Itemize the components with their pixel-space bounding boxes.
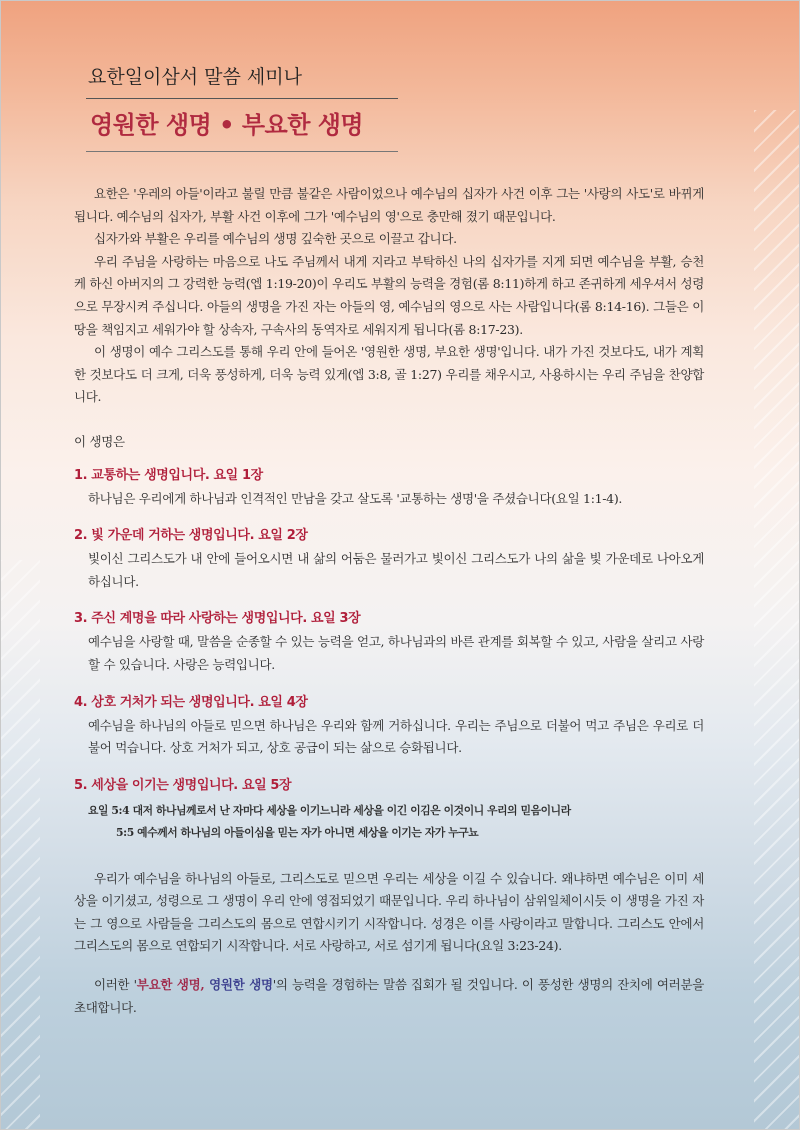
item-body: 예수님을 하나님의 아들로 믿으면 하나님은 우리와 함께 거하십니다. 우리는 주님으로 더불어 먹고 주님은 우리로 더불어 먹습니다. 상호 거처가 되고, 상호 공급이 되는 삶으로 승화됩니다.: [88, 717, 704, 756]
decorative-stripes-right: [754, 110, 800, 1130]
scripture-verse: 요일 5:4 대저 하나님께로서 난 자마다 세상을 이기느니라 세상을 이긴 이김은 이것이니 우리의 믿음이니라: [88, 803, 571, 817]
final-prefix: 이러한 ': [94, 977, 137, 993]
scripture-quote: [88, 800, 704, 844]
list-item: [74, 524, 704, 593]
item-body: 예수님을 사랑할 때, 말씀을 순종할 수 있는 능력을 얻고, 하나님과의 바른 관계를 회복할 수 있고, 사람을 살리고 사랑할 수 있습니다. 사랑은 능력입니다.: [88, 634, 704, 672]
item-title: 5. 세상을 이기는 생명입니다. 요일 5장: [74, 777, 292, 793]
final-paragraph: [74, 974, 704, 1019]
item-title: 3. 주신 계명을 따라 사랑하는 생명입니다. 요일 3장: [74, 611, 361, 627]
main-content: [74, 183, 704, 1019]
header-rule-bottom: [86, 151, 398, 152]
scripture-verse: 5:5 예수께서 하나님의 아들이심을 믿는 자가 아니면 세상을 이기는 자가 누구뇨: [116, 825, 479, 839]
intro-paragraph: 십자가와 부활은 우리를 예수님의 생명 깊숙한 곳으로 이끌고 갑니다.: [94, 231, 457, 247]
closing-paragraph: 우리가 예수님을 하나님의 아들로, 그리스도로 믿으면 우리는 세상을 이길 수 있습니다. 왜냐하면 예수님은 이미 세상을 이기셨고, 성령으로 그 생명이 우리 안에 영접되었기 때문입니다. 우리 하나님이 삼위일체이시듯 이 생명을 가진 자는 그 영으로 사람들을 그리스도의 몸으로 연합시키기 시작합니다. 성경은 이를 사랑이라고 말합니다. 그리스도 안에서 그리스도의 몸으로 연합되기 시작합니다. 서로 사랑하고, 서로 섬기게 됩니다(요일 3:23-24).: [74, 870, 704, 954]
list-intro: 이 생명은: [74, 433, 125, 449]
intro-paragraph: 우리 주님을 사랑하는 마음으로 나도 주님께서 내게 지라고 부탁하신 나의 십자가를 지게 되면 예수님을 부활, 승천케 하신 아버지의 그 강력한 능력(엡 1:19-20)이 우리도 부활의 능력을 경험(롬 8:11)하게 하고 존귀하게 세우셔서 성령으로 무장시켜 주십니다. 아들의 생명을 가진 자는 아들의 영, 예수님의 영으로 사는 사람입니다(롬 8:14-16). 그들은 이 땅을 책임지고 세워가야 할 상속자, 구속사의 동역자로 세워지게 됩니다(롬 8:17-23).: [74, 253, 704, 337]
list-item: [74, 691, 704, 760]
list-item: [74, 464, 704, 511]
intro-paragraph: 요한은 '우레의 아들'이라고 불릴 만큼 불같은 사람이었으나 예수님의 십자가 사건 이후 그는 '사랑의 사도'로 바뀌게 됩니다. 예수님의 십자가, 부활 사건 이후에 그가 '예수님의 영'으로 충만해 졌기 때문입니다.: [74, 186, 704, 224]
final-suffix: '의 능력을 경험하는 말씀 집회가 될 것입니다. 이 풍성한 생명의 잔치에 여러분을 초대합니다.: [74, 977, 704, 1015]
highlight-separator: ,: [200, 977, 210, 993]
item-title: 2. 빛 가운데 거하는 생명입니다. 요일 2장: [74, 528, 308, 544]
header: [86, 64, 398, 152]
intro-paragraph: 이 생명이 예수 그리스도를 통해 우리 안에 들어온 '영원한 생명, 부요한 생명'입니다. 내가 가진 것보다도, 내가 계획한 것보다도 더 크게, 더욱 풍성하게, 더욱 능력 있게(엡 3:8, 골 1:27) 우리를 채우시고, 사용하시는 우리 주님을 찬양합니다.: [74, 344, 704, 405]
decorative-stripes-left: [0, 560, 40, 1130]
page-title: 영원한 생명 • 부요한 생명: [90, 111, 364, 139]
page-subtitle: 요한일이삼서 말씀 세미나: [88, 66, 302, 88]
item-body: 빛이신 그리스도가 내 안에 들어오시면 내 삶의 어둠은 물러가고 빛이신 그리스도가 나의 삶을 빛 가운데로 나아오게 하십니다.: [88, 551, 704, 589]
highlight-eternal-life: 영원한 생명: [209, 977, 273, 993]
item-title: 1. 교통하는 생명입니다. 요일 1장: [74, 467, 263, 483]
item-title: 4. 상호 거처가 되는 생명입니다. 요일 4장: [74, 694, 308, 710]
highlight-rich-life: 부요한 생명: [136, 977, 201, 993]
list-item: [74, 774, 704, 844]
list-item: [74, 607, 704, 676]
item-body: 하나님은 우리에게 하나님과 인격적인 만남을 갖고 살도록 '교통하는 생명'을 주셨습니다(요일 1:1-4).: [88, 490, 623, 506]
